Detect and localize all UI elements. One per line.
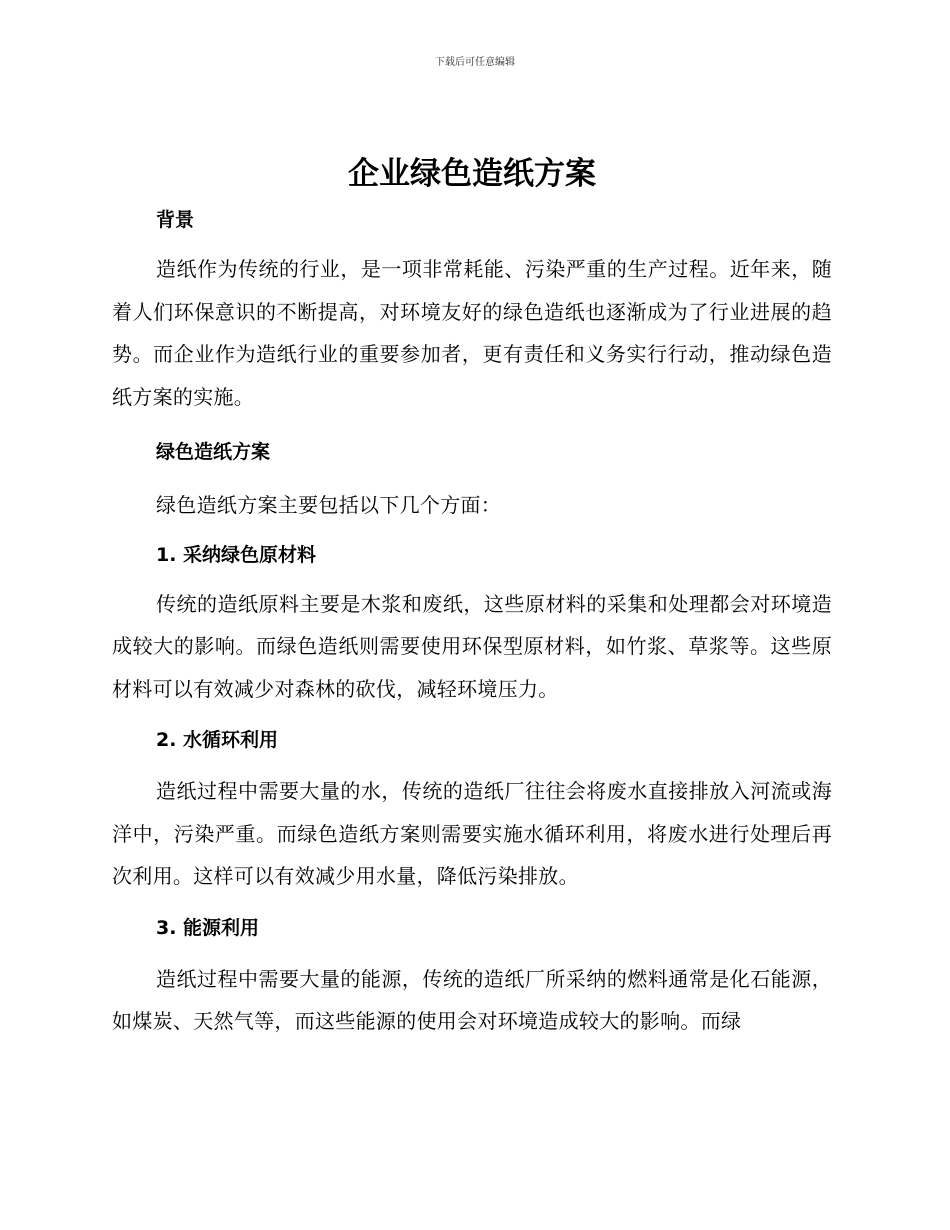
document-title: 企业绿色造纸方案 xyxy=(348,156,596,192)
spacer xyxy=(112,240,832,248)
spacer xyxy=(112,710,832,720)
spacer xyxy=(112,575,832,583)
paragraph-item-3: 造纸过程中需要大量的能源，传统的造纸厂所采纳的燃料通常是化石能源，如煤炭、天然气等，而这些能源的使用会对环境造成较大的影响。而绿 xyxy=(112,966,832,1033)
header-note: 下载后可任意编辑 xyxy=(435,57,515,68)
paragraph-item-2: 造纸过程中需要大量的水，传统的造纸厂往往会将废水直接排放入河流或海洋中，污染严重。而绿色造纸方案则需要实施水循环利用，将废水进行处理后再次利用。这样可以有效减少用水量，降低污染排放。 xyxy=(112,779,832,888)
spacer xyxy=(112,527,832,535)
paragraph-background: 造纸作为传统的行业，是一项非常耗能、污染严重的生产过程。近年来，随着人们环保意识的不断提高，对环境友好的绿色造纸也逐渐成为了行业进展的趋势。而企业作为造纸行业的重要参加者，更有责任和义务实行行动，推动绿色造纸方案的实施。 xyxy=(112,257,832,409)
paragraph-item-1: 传统的造纸原料主要是木浆和废纸，这些原材料的采集和处理都会对环境造成较大的影响。而绿色造纸则需要使用环保型原材料，如竹浆、草浆等。这些原材料可以有效减少对森林的砍伐，减轻环境压力。 xyxy=(112,591,832,701)
heading-item-3: 3. 能源利用 xyxy=(156,916,260,939)
document-body xyxy=(112,148,832,1043)
heading-green-plan: 绿色造纸方案 xyxy=(156,441,271,463)
spacer xyxy=(112,760,832,770)
heading-item-1: 1. 采纳绿色原材料 xyxy=(156,543,317,566)
heading-background: 背景 xyxy=(156,209,195,231)
spacer xyxy=(112,898,832,908)
spacer xyxy=(112,418,832,432)
spacer xyxy=(112,472,832,484)
heading-item-2: 2. 水循环利用 xyxy=(156,729,279,751)
spacer xyxy=(112,948,832,958)
paragraph-plan-intro: 绿色造纸方案主要包括以下几个方面： xyxy=(156,493,502,517)
